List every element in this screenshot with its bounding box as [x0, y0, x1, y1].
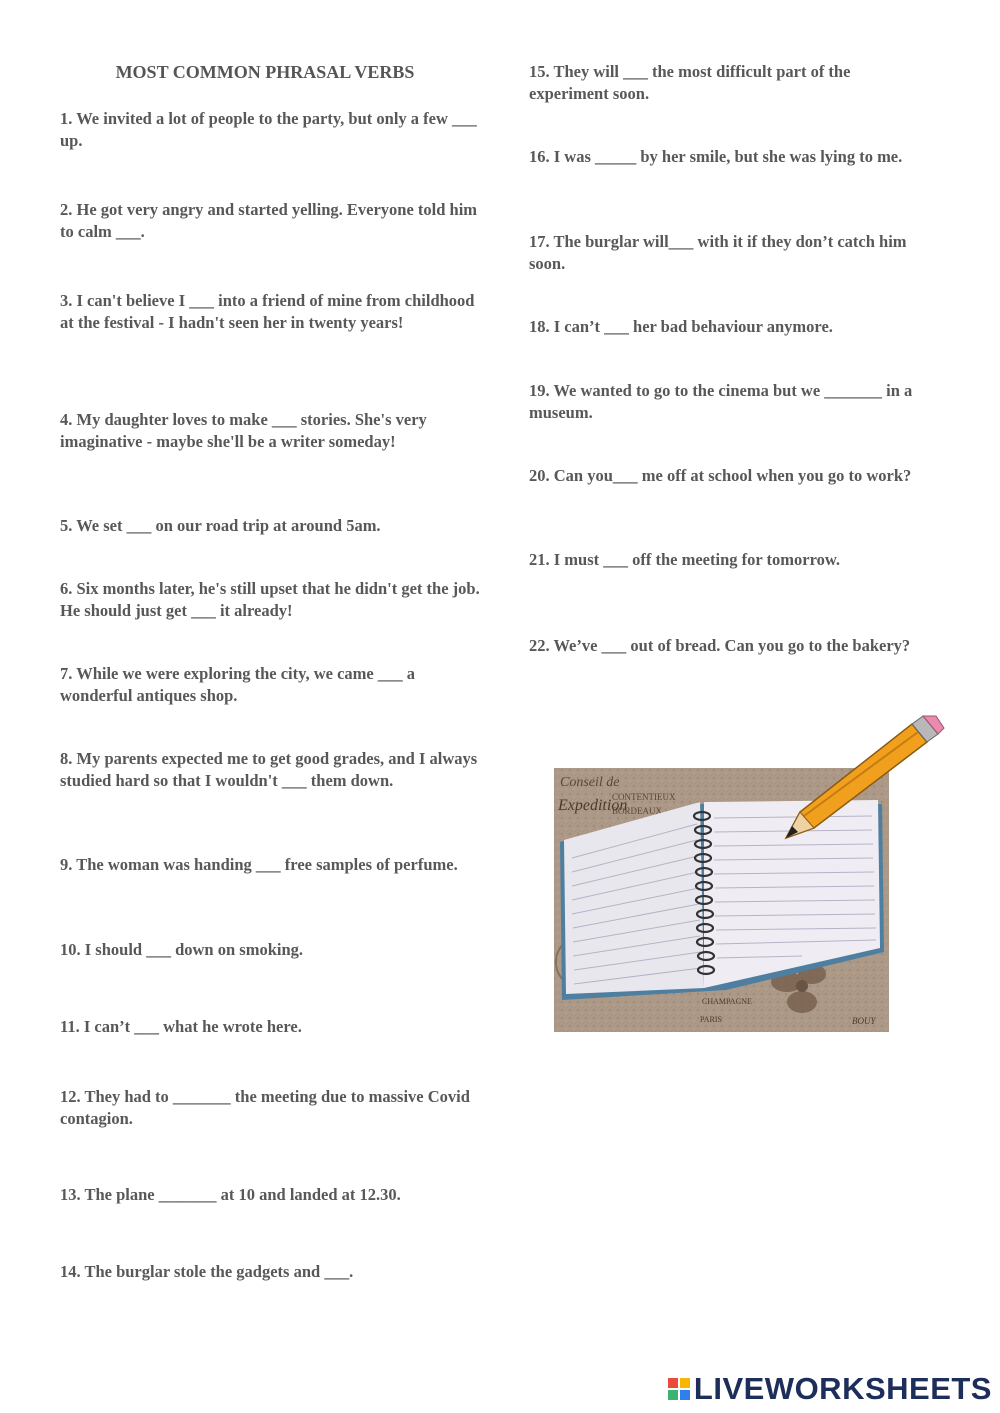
background-text-7: BOUY: [852, 1016, 876, 1026]
question-22: 22. We’ve ___ out of bread. Can you go to the bakery?: [529, 636, 911, 655]
page-title: MOST COMMON PHRASAL VERBS: [115, 62, 415, 82]
question-19: 19. We wanted to go to the cinema but we _______ in a museum.: [529, 381, 913, 422]
question-4: 4. My daughter loves to make ___ stories. She's very imaginative - maybe she'll be a writer someday!: [60, 410, 427, 451]
question-2: 2. He got very angry and started yelling. Everyone told him to calm ___.: [60, 200, 478, 241]
question-14: 14. The burglar stole the gadgets and ___.: [60, 1262, 354, 1281]
background-text-1: Conseil de: [560, 775, 620, 790]
question-1: 1. We invited a lot of people to the party, but only a few ___ up.: [60, 109, 477, 150]
background-text-4: Expedition: [558, 797, 628, 814]
background-text-3: BORDEAUX: [612, 806, 663, 816]
question-5: 5. We set ___ on our road trip at around 5am.: [60, 516, 381, 535]
background-text-5: PARIS: [700, 1015, 722, 1024]
question-17: 17. The burglar will___ with it if they don’t catch him soon.: [529, 232, 907, 273]
question-12: 12. They had to _______ the meeting due to massive Covid contagion.: [60, 1087, 470, 1128]
question-20: 20. Can you___ me off at school when you go to work?: [529, 466, 912, 485]
question-13: 13. The plane _______ at 10 and landed at 12.30.: [60, 1185, 401, 1204]
question-7: 7. While we were exploring the city, we came ___ a wonderful antiques shop.: [60, 664, 415, 705]
question-9: 9. The woman was handing ___ free samples of perfume.: [60, 855, 458, 874]
question-11: 11. I can’t ___ what he wrote here.: [60, 1017, 302, 1036]
question-16: 16. I was _____ by her smile, but she was lying to me.: [529, 147, 903, 166]
question-21: 21. I must ___ off the meeting for tomorrow.: [529, 550, 841, 569]
liveworksheets-logo[interactable]: [668, 1369, 992, 1409]
background-text-2: CONTENTIEUX: [612, 792, 676, 802]
notebook-and-pencil-icon: [552, 712, 952, 1034]
question-8: 8. My parents expected me to get good grades, and I always studied hard so that I wouldn't ___ them down.: [60, 749, 478, 790]
question-6: 6. Six months later, he's still upset that he didn't get the job. He should just get ___ it already!: [60, 579, 480, 620]
question-10: 10. I should ___ down on smoking.: [60, 940, 304, 959]
question-18: 18. I can’t ___ her bad behaviour anymore.: [529, 317, 833, 336]
question-3: 3. I can't believe I ___ into a friend of mine from childhood at the festival - I hadn't seen her in twenty years!: [60, 291, 475, 332]
logo-text: LIVEWORKSHEETS: [693, 1371, 992, 1406]
question-15: 15. They will ___ the most difficult part of the experiment soon.: [529, 62, 851, 103]
background-text-6: CHAMPAGNE: [702, 997, 752, 1006]
liveworksheets-logo-icon: [668, 1378, 690, 1400]
